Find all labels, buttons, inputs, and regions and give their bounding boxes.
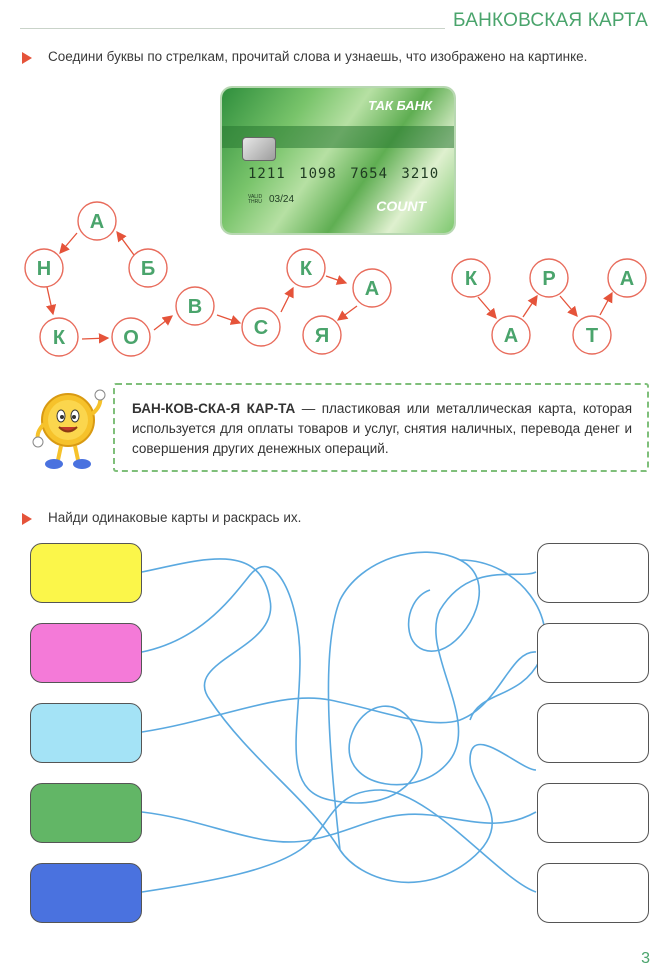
letter-puzzle: [0, 190, 660, 370]
letter: Б: [140, 258, 156, 280]
card-blue: [30, 863, 142, 923]
task2-instruction: Найди одинаковые карты и раскрась их.: [48, 510, 302, 525]
card-chip-icon: [242, 137, 276, 161]
card-valid-date: 03/24: [269, 194, 295, 205]
letter: К: [52, 327, 66, 349]
card-green: [30, 783, 142, 843]
page-number: 3: [641, 950, 650, 967]
empty-card[interactable]: [537, 543, 649, 603]
letter: А: [503, 325, 519, 347]
letter: В: [187, 296, 203, 318]
card-valid-label: VALID THRU: [248, 194, 263, 205]
bullet-arrow-icon: [22, 52, 32, 64]
letter: Т: [585, 325, 599, 347]
letter: А: [619, 268, 635, 290]
empty-card[interactable]: [537, 703, 649, 763]
empty-card[interactable]: [537, 623, 649, 683]
coin-mascot-icon: [28, 384, 112, 472]
card-number: 1211 1098 7654 3210: [248, 166, 440, 182]
page-title: БАНКОВСКАЯ КАРТА: [453, 10, 648, 31]
card-brand: COUNT: [376, 198, 426, 214]
bullet-arrow-icon: [22, 513, 32, 525]
task1-instruction: Соедини буквы по стрелкам, прочитай слова и узнаешь, что изображено на картинке.: [48, 49, 588, 64]
card-yellow: [30, 543, 142, 603]
definition-body: — пластиковая или металлическая карта, которая используется для оплаты товаров и услуг, снятия наличных, перевода денег и совершения других денежных операций.: [132, 401, 633, 456]
card-light-blue: [30, 703, 142, 763]
definition-term: БАН-КОВ-СКА-Я КАР-ТА: [132, 401, 296, 416]
definition-text: [132, 399, 632, 459]
header-divider: [20, 28, 445, 29]
letter: Н: [36, 258, 52, 280]
letter: А: [364, 278, 380, 300]
empty-card[interactable]: [537, 863, 649, 923]
letter: К: [464, 268, 478, 290]
letter: К: [299, 258, 313, 280]
letter: Р: [542, 268, 556, 290]
letter: А: [89, 211, 105, 233]
letter: О: [123, 327, 139, 349]
card-pink: [30, 623, 142, 683]
empty-card[interactable]: [537, 783, 649, 843]
letter: Я: [314, 325, 330, 347]
card-bank-name: ТАК БАНК: [368, 98, 432, 113]
letter: С: [253, 317, 269, 339]
